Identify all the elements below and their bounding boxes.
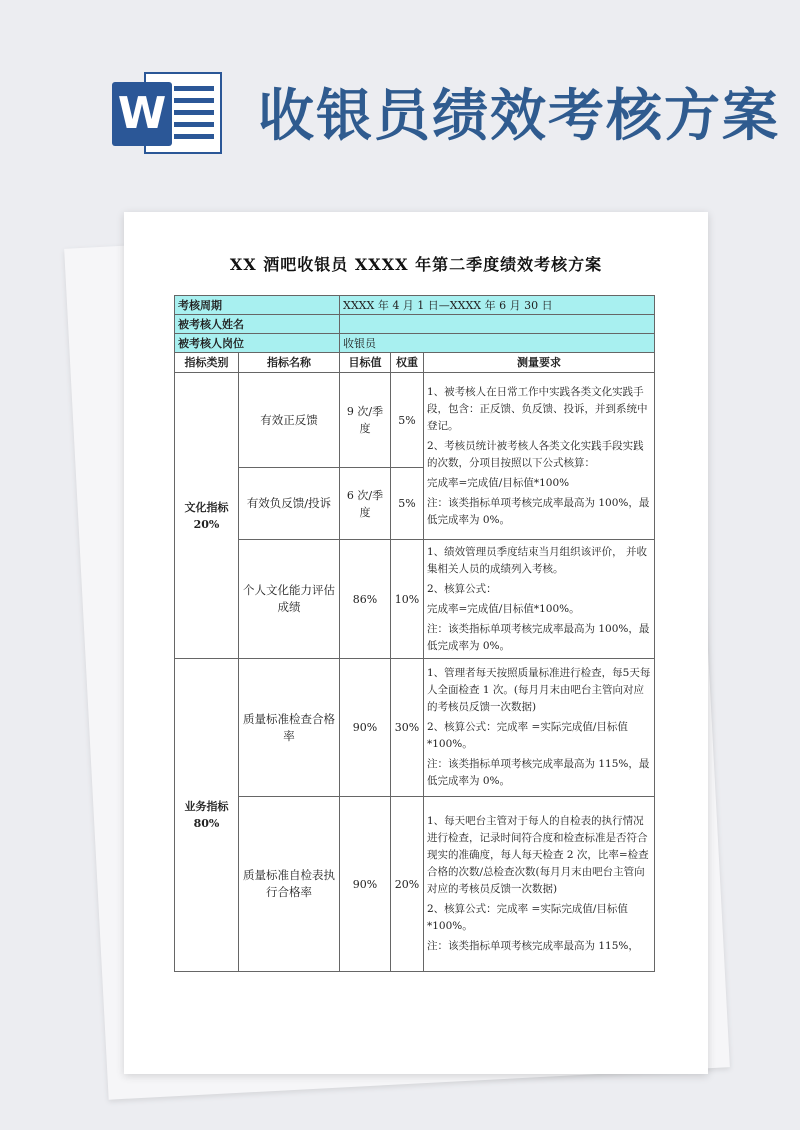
requirement-line: 1、每天吧台主管对于每人的自检表的执行情况进行检查，记录时间符合度和检查标准是否符合现实的准确度，每人每天检查 2 次，比率=检查合格的次数/总检查次数(每月月末由吧台主管向对应的考核员反馈一次数据)	[427, 815, 649, 895]
requirement-line: 注：该类指标单项考核完成率最高为 115%，最低完成率为 0%。	[427, 758, 650, 787]
requirement-cell	[424, 540, 655, 659]
info-label: 被考核人姓名	[175, 315, 340, 334]
indicator-name: 有效正反馈	[239, 373, 340, 468]
category-weight: 80%	[193, 817, 220, 830]
indicator-name: 质量标准检查合格率	[239, 659, 340, 797]
info-row-position	[175, 334, 655, 353]
requirement-line: 1、管理者每天按照质量标准进行检查，每5天每人全面检查 1 次。(每月月末由吧台主管向对应的考核员反馈一次数据)	[427, 667, 651, 713]
document-page	[124, 212, 708, 1074]
header-cell: 指标类别	[175, 353, 239, 373]
table-row	[175, 373, 655, 468]
table-row	[175, 659, 655, 797]
requirement-line: 完成率=完成值/目标值*100%。	[427, 602, 580, 615]
requirement-line: 2、核算公式：完成率 =实际完成值/目标值*100%。	[427, 721, 628, 750]
document-title: XX 酒吧收银员 XXXX 年第二季度绩效考核方案	[229, 255, 603, 274]
requirement-cell	[424, 659, 655, 797]
category-name: 业务指标	[184, 800, 229, 813]
requirement-line: 2、考核员统计被考核人各类文化实践手段实践的次数，分项目按照以下公式核算：	[427, 439, 644, 469]
target-value: 90%	[340, 797, 391, 972]
category-weight: 20%	[193, 517, 220, 531]
requirement-cell	[424, 797, 655, 972]
requirement-line: 1、绩效管理员季度结束当月组织该评价， 并收集相关人员的成绩列入考核。	[427, 545, 648, 575]
weight-value: 5%	[391, 468, 424, 540]
target-value: 86%	[340, 540, 391, 659]
requirement-line: 2、核算公式：完成率 =实际完成值/目标值*100%。	[427, 903, 628, 932]
header-cell: 目标值	[340, 353, 391, 373]
info-row-period	[175, 296, 655, 315]
requirement-line: 2、核算公式：	[427, 582, 497, 595]
header-cell: 权重	[391, 353, 424, 373]
requirement-line: 完成率=完成值/目标值*100%	[427, 476, 570, 489]
category-cell	[175, 659, 239, 972]
requirement-line: 注：该类指标单项考核完成率最高为 100%，最低完成率为 0%。	[427, 622, 650, 652]
info-value: XXXX 年 4 月 1 日—XXXX 年 6 月 30 日	[340, 296, 655, 315]
category-cell	[175, 373, 239, 659]
word-logo	[112, 68, 224, 158]
weight-value: 5%	[391, 373, 424, 468]
requirement-line: 注：该类指标单项考核完成率最高为 115%，	[427, 940, 639, 952]
kpi-table	[174, 295, 655, 972]
category-name: 文化指标	[184, 500, 229, 514]
weight-value: 20%	[391, 797, 424, 972]
banner-title: 收银员绩效考核方案	[258, 84, 780, 149]
requirement-line: 1、被考核人在日常工作中实践各类文化实践手段，包含：正反馈、负反馈、投诉，并到系统中登记。	[427, 385, 648, 432]
table-row	[175, 797, 655, 972]
indicator-name: 有效负反馈/投诉	[239, 468, 340, 540]
header-cell: 测量要求	[424, 353, 655, 373]
weight-value: 30%	[391, 659, 424, 797]
requirement-cell	[424, 373, 655, 540]
header-cell: 指标名称	[239, 353, 340, 373]
table-header-row	[175, 353, 655, 373]
target-value: 9 次/季度	[340, 373, 391, 468]
info-label: 考核周期	[175, 296, 340, 315]
weight-value: 10%	[391, 540, 424, 659]
info-row-name	[175, 315, 655, 334]
info-label: 被考核人岗位	[175, 334, 340, 353]
target-value: 6 次/季度	[340, 468, 391, 540]
requirement-line: 注：该类指标单项考核完成率最高为 100%，最低完成率为 0%。	[427, 496, 650, 526]
table-row	[175, 540, 655, 659]
target-value: 90%	[340, 659, 391, 797]
indicator-name: 个人文化能力评估成绩	[239, 540, 340, 659]
info-value	[340, 315, 655, 334]
info-value: 收银员	[340, 334, 655, 353]
indicator-name: 质量标准自检表执行合格率	[239, 797, 340, 972]
word-letter-icon: W	[112, 82, 172, 146]
